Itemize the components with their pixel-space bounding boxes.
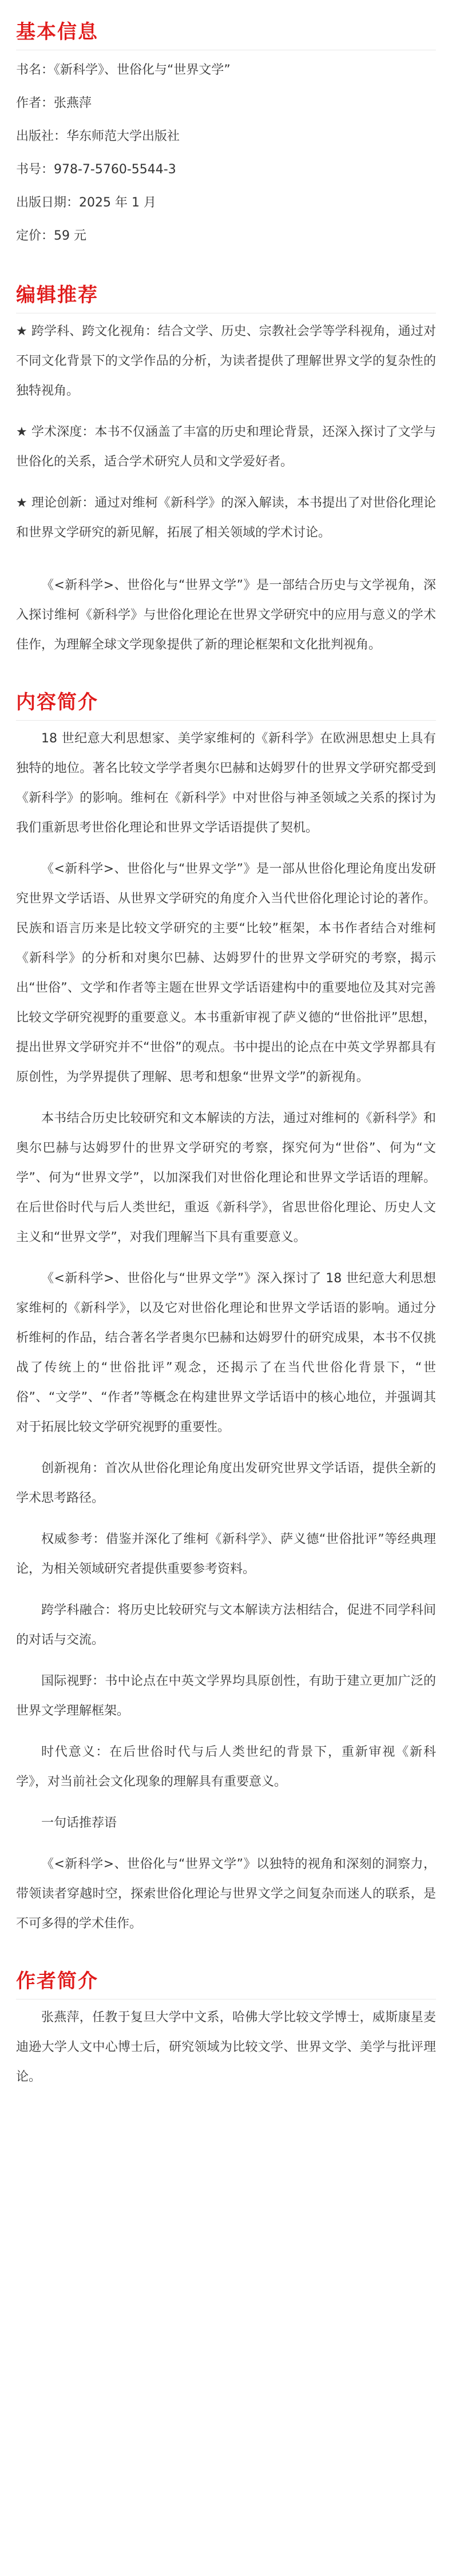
intro-paragraph: 时代意义：在后世俗时代与后人类世纪的背景下，重新审视《新科学》，对当前社会文化现象的理解具有重要意义。 (16, 1745, 436, 1789)
author-title: 作者简介 (16, 1965, 436, 1999)
intro-paragraph: 国际视野：书中论点在中英文学界均具原创性，有助于建立更加广泛的世界文学理解框架。 (16, 1674, 436, 1718)
recommend-point: ★ 理论创新：通过对维柯《新科学》的深入解读，本书提出了对世俗化理论和世界文学研究的新见解，拓展了相关领域的学术讨论。 (16, 496, 436, 540)
intro-paragraph: 跨学科融合：将历史比较研究与文本解读方法相结合，促进不同学科间的对话与交流。 (16, 1603, 436, 1647)
author-bio: 张燕萍，任教于复旦大学中文系，哈佛大学比较文学博士，威斯康星麦迪逊大学人文中心博士后，研究领域为比较文学、世界文学、美学与批评理论。 (16, 2010, 436, 2084)
price-line: 定价：59 元 (16, 229, 86, 243)
intro-paragraph: 18 世纪意大利思想家、美学家维柯的《新科学》在欧洲思想史上具有独特的地位。著名比较文学学者奥尔巴赫和达姆罗什的世界文学研究都受到《新科学》的影响。维柯在《新科学》中对世俗与神圣领域之关系的探讨为我们重新思考世俗化理论和世界文学话语提供了契机。 (16, 732, 436, 835)
intro-paragraph: 创新视角：首次从世俗化理论角度出发研究世界文学话语，提供全新的学术思考路径。 (16, 1461, 436, 1505)
publisher-line: 出版社：华东师范大学出版社 (16, 129, 180, 144)
isbn-line: 书号：978-7-5760-5544-3 (16, 162, 176, 177)
editor-recommend-section (16, 279, 436, 660)
intro-section (16, 686, 436, 1939)
intro-title: 内容简介 (16, 686, 436, 721)
intro-paragraph: 《<新科学>、世俗化与“世界文学”》是一部从世俗化理论角度出发研究世界文学话语、从世界文学研究的角度介入当代世俗化理论讨论的著作。民族和语言历来是比较文学研究的主要“比较”框架，本书作者结合对维柯《新科学》的分析和对奥尔巴赫、达姆罗什的世界文学研究的考察，揭示出“世俗”、文学和作者等主题在世界文学话语建构中的重要地位及其对完善比较文学研究视野的重要意义。本书重新审视了萨义德的“世俗批评”思想，提出世界文学研究并不“世俗”的观点。书中提出的论点在中英文学界都具有原创性，为学界提供了理解、思考和想象“世界文学”的新视角。 (16, 862, 436, 1084)
recommend-point: ★ 学术深度：本书不仅涵盖了丰富的历史和理论背景，还深入探讨了文学与世俗化的关系，适合学术研究人员和文学爱好者。 (16, 425, 436, 469)
book-title-line: 书名：《新科学》、世俗化与“世界文学” (16, 63, 231, 77)
one-line-recommend-heading: 一句话推荐语 (41, 1816, 117, 1830)
intro-paragraph: 权威参考：借鉴并深化了维柯《新科学》、萨义德“世俗批评”等经典理论，为相关领域研究者提供重要参考资料。 (16, 1532, 436, 1576)
editor-recommend-title: 编辑推荐 (16, 279, 436, 313)
publish-date-line: 出版日期：2025 年 1 月 (16, 196, 156, 210)
author-section (16, 1965, 436, 2092)
basic-info-section (16, 16, 436, 253)
intro-paragraph: 《<新科学>、世俗化与“世界文学”》深入探讨了 18 世纪意大利思想家维柯的《新科学》，以及它对世俗化理论和世界文学话语的影响。通过分析维柯的作品，结合著名学者奥尔巴赫和达姆罗什的研究成果，本书不仅挑战了传统上的“世俗批评”观念，还揭示了在当代世俗化背景下，“世俗”、“文学”、“作者”等概念在构建世界文学话语中的核心地位，并强调其对于拓展比较文学研究视野的重要性。 (16, 1271, 436, 1434)
recommend-summary: 《<新科学>、世俗化与“世界文学”》是一部结合历史与文学视角，深入探讨维柯《新科学》与世俗化理论在世界文学研究中的应用与意义的学术佳作，为理解全球文学现象提供了新的理论框架和文化批判视角。 (16, 578, 436, 652)
author-line: 作者：张燕萍 (16, 96, 92, 110)
intro-paragraph: 本书结合历史比较研究和文本解读的方法，通过对维柯的《新科学》和奥尔巴赫与达姆罗什的世界文学研究的考察，探究何为“世俗”、何为“文学”、何为“世界文学”，以加深我们对世俗化理论和世界文学话语的理解。在后世俗时代与后人类世纪，重返《新科学》，省思世俗化理论、历史人文主义和“世界文学”，对我们理解当下具有重要意义。 (16, 1111, 436, 1245)
one-line-recommend-text: 《<新科学>、世俗化与“世界文学”》以独特的视角和深刻的洞察力，带领读者穿越时空，探索世俗化理论与世界文学之间复杂而迷人的联系，是不可多得的学术佳作。 (16, 1857, 436, 1931)
recommend-point: ★ 跨学科、跨文化视角：结合文学、历史、宗教社会学等学科视角，通过对不同文化背景下的文学作品的分析，为读者提供了理解世界文学的复杂性的独特视角。 (16, 324, 436, 398)
basic-info-title: 基本信息 (16, 16, 436, 50)
